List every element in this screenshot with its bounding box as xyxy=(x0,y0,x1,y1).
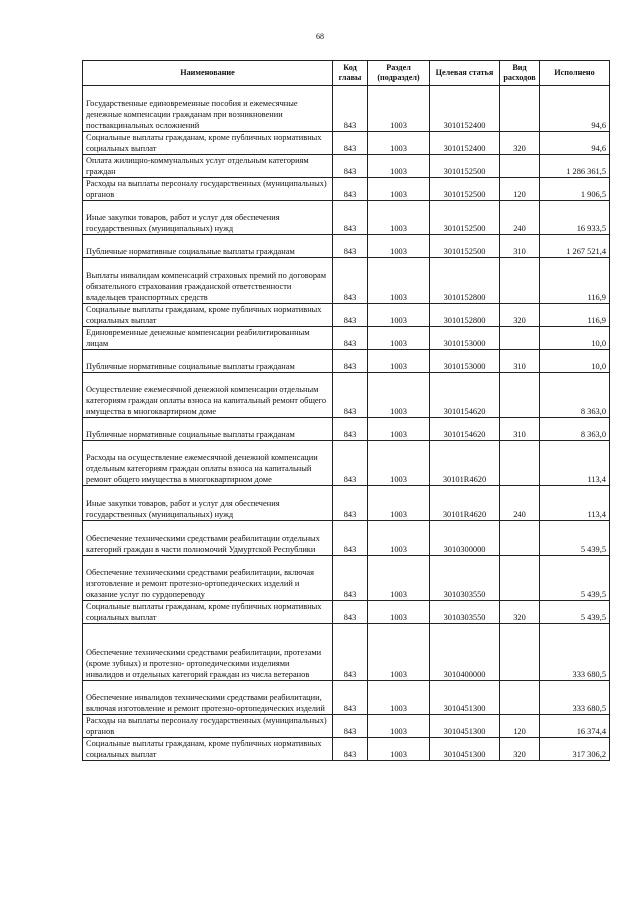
cell-target: 3010152500 xyxy=(430,155,500,178)
cell-executed: 317 306,2 xyxy=(540,738,610,761)
cell-name: Выплаты инвалидам компенсаций страховых премий по договорам обязательного страхования гражданской ответственности владельцев транспортных средств xyxy=(83,258,333,304)
cell-name: Обеспечение инвалидов техническими средствами реабилитации, включая изготовление и ремонт протезно-ортопедических изделий xyxy=(83,681,333,715)
table-row xyxy=(83,521,610,556)
cell-section: 1003 xyxy=(368,235,430,258)
cell-executed: 333 680,5 xyxy=(540,624,610,681)
cell-name: Публичные нормативные социальные выплаты гражданам xyxy=(83,235,333,258)
cell-type xyxy=(500,258,540,304)
cell-code: 843 xyxy=(333,715,368,738)
cell-code: 843 xyxy=(333,681,368,715)
cell-type: 320 xyxy=(500,738,540,761)
cell-section: 1003 xyxy=(368,373,430,418)
cell-type: 320 xyxy=(500,132,540,155)
cell-code: 843 xyxy=(333,601,368,624)
cell-executed: 333 680,5 xyxy=(540,681,610,715)
cell-executed: 5 439,5 xyxy=(540,556,610,601)
cell-target: 3010303550 xyxy=(430,601,500,624)
header-target: Целевая статья xyxy=(430,61,500,86)
cell-code: 843 xyxy=(333,556,368,601)
cell-section: 1003 xyxy=(368,624,430,681)
table-row xyxy=(83,327,610,350)
cell-name: Расходы на выплаты персоналу государственных (муниципальных) органов xyxy=(83,715,333,738)
cell-name: Расходы на выплаты персоналу государственных (муниципальных) органов xyxy=(83,178,333,201)
cell-target: 3010154620 xyxy=(430,418,500,441)
cell-type xyxy=(500,681,540,715)
cell-type xyxy=(500,155,540,178)
cell-code: 843 xyxy=(333,258,368,304)
cell-target: 3010400000 xyxy=(430,624,500,681)
table-row xyxy=(83,350,610,373)
table-row xyxy=(83,304,610,327)
cell-code: 843 xyxy=(333,441,368,486)
cell-executed: 10,0 xyxy=(540,327,610,350)
cell-executed: 8 363,0 xyxy=(540,418,610,441)
cell-executed: 16 933,5 xyxy=(540,201,610,235)
table-row xyxy=(83,601,610,624)
cell-section: 1003 xyxy=(368,601,430,624)
cell-name: Оплата жилищно-коммунальных услуг отдельным категориям граждан xyxy=(83,155,333,178)
cell-section: 1003 xyxy=(368,327,430,350)
cell-name: Социальные выплаты гражданам, кроме публичных нормативных социальных выплат xyxy=(83,601,333,624)
table-row xyxy=(83,715,610,738)
cell-section: 1003 xyxy=(368,132,430,155)
cell-executed: 94,6 xyxy=(540,132,610,155)
cell-code: 843 xyxy=(333,235,368,258)
table-row xyxy=(83,738,610,761)
cell-code: 843 xyxy=(333,350,368,373)
cell-section: 1003 xyxy=(368,738,430,761)
cell-target: 3010153000 xyxy=(430,327,500,350)
header-name: Наименование xyxy=(83,61,333,86)
cell-section: 1003 xyxy=(368,304,430,327)
table-row xyxy=(83,201,610,235)
cell-type: 120 xyxy=(500,715,540,738)
cell-target: 3010451300 xyxy=(430,715,500,738)
cell-target: 3010152500 xyxy=(430,201,500,235)
cell-target: 3010154620 xyxy=(430,373,500,418)
cell-name: Единовременные денежные компенсации реабилитированным лицам xyxy=(83,327,333,350)
cell-code: 843 xyxy=(333,624,368,681)
cell-type xyxy=(500,86,540,132)
cell-name: Обеспечение техническими средствами реабилитации отдельных категорий граждан в части полномочий Удмуртской Республики xyxy=(83,521,333,556)
table-row xyxy=(83,86,610,132)
cell-type: 120 xyxy=(500,178,540,201)
cell-type xyxy=(500,327,540,350)
cell-name: Социальные выплаты гражданам, кроме публичных нормативных социальных выплат xyxy=(83,132,333,155)
cell-code: 843 xyxy=(333,132,368,155)
cell-executed: 113,4 xyxy=(540,486,610,521)
cell-name: Социальные выплаты гражданам, кроме публичных нормативных социальных выплат xyxy=(83,304,333,327)
cell-target: 3010300000 xyxy=(430,521,500,556)
cell-type: 310 xyxy=(500,418,540,441)
cell-section: 1003 xyxy=(368,258,430,304)
cell-code: 843 xyxy=(333,486,368,521)
cell-executed: 5 439,5 xyxy=(540,601,610,624)
cell-name: Осуществление ежемесячной денежной компенсации отдельным категориям граждан оплаты взноса на капитальный ремонт общего имущества в многоквартирном доме xyxy=(83,373,333,418)
cell-name: Иные закупки товаров, работ и услуг для обеспечения государственных (муниципальных) нужд xyxy=(83,201,333,235)
cell-code: 843 xyxy=(333,373,368,418)
cell-executed: 5 439,5 xyxy=(540,521,610,556)
cell-target: 3010152400 xyxy=(430,86,500,132)
cell-type: 310 xyxy=(500,235,540,258)
cell-target: 30101R4620 xyxy=(430,486,500,521)
cell-name: Обеспечение техническими средствами реабилитации, включая изготовление и ремонт протезно-ортопедических изделий и оказание услуг по сурдопереводу xyxy=(83,556,333,601)
header-code: Код главы xyxy=(333,61,368,86)
cell-code: 843 xyxy=(333,86,368,132)
cell-section: 1003 xyxy=(368,441,430,486)
cell-name: Расходы на осуществление ежемесячной денежной компенсации отдельным категориям граждан оплаты взноса на капитальный ремонт общего имущества в многоквартирном доме xyxy=(83,441,333,486)
cell-executed: 94,6 xyxy=(540,86,610,132)
cell-code: 843 xyxy=(333,521,368,556)
cell-section: 1003 xyxy=(368,521,430,556)
cell-section: 1003 xyxy=(368,178,430,201)
cell-executed: 1 267 521,4 xyxy=(540,235,610,258)
cell-name: Социальные выплаты гражданам, кроме публичных нормативных социальных выплат xyxy=(83,738,333,761)
cell-target: 3010303550 xyxy=(430,556,500,601)
table-row xyxy=(83,258,610,304)
cell-executed: 116,9 xyxy=(540,258,610,304)
table-row xyxy=(83,155,610,178)
cell-type xyxy=(500,556,540,601)
cell-executed: 8 363,0 xyxy=(540,373,610,418)
cell-section: 1003 xyxy=(368,556,430,601)
cell-target: 3010152800 xyxy=(430,304,500,327)
table-row xyxy=(83,681,610,715)
table-row xyxy=(83,486,610,521)
cell-target: 3010152800 xyxy=(430,258,500,304)
cell-type xyxy=(500,373,540,418)
cell-executed: 16 374,4 xyxy=(540,715,610,738)
cell-section: 1003 xyxy=(368,155,430,178)
header-type: Вид расходов xyxy=(500,61,540,86)
cell-target: 3010153000 xyxy=(430,350,500,373)
cell-name: Публичные нормативные социальные выплаты гражданам xyxy=(83,350,333,373)
cell-executed: 116,9 xyxy=(540,304,610,327)
cell-type: 310 xyxy=(500,350,540,373)
cell-name: Публичные нормативные социальные выплаты гражданам xyxy=(83,418,333,441)
header-executed: Исполнено xyxy=(540,61,610,86)
table-row xyxy=(83,441,610,486)
cell-executed: 1 286 361,5 xyxy=(540,155,610,178)
cell-type: 240 xyxy=(500,486,540,521)
cell-type: 240 xyxy=(500,201,540,235)
cell-target: 3010152500 xyxy=(430,235,500,258)
cell-target: 3010451300 xyxy=(430,738,500,761)
cell-type: 320 xyxy=(500,304,540,327)
cell-code: 843 xyxy=(333,418,368,441)
cell-executed: 113,4 xyxy=(540,441,610,486)
cell-type xyxy=(500,624,540,681)
cell-code: 843 xyxy=(333,178,368,201)
table-row xyxy=(83,235,610,258)
cell-target: 3010451300 xyxy=(430,681,500,715)
cell-code: 843 xyxy=(333,327,368,350)
table-header-row xyxy=(83,61,610,86)
cell-section: 1003 xyxy=(368,486,430,521)
cell-executed: 10,0 xyxy=(540,350,610,373)
cell-code: 843 xyxy=(333,201,368,235)
cell-code: 843 xyxy=(333,155,368,178)
table-row xyxy=(83,418,610,441)
cell-name: Иные закупки товаров, работ и услуг для обеспечения государственных (муниципальных) нужд xyxy=(83,486,333,521)
cell-type: 320 xyxy=(500,601,540,624)
page-number: 68 xyxy=(316,32,324,41)
cell-section: 1003 xyxy=(368,681,430,715)
header-section: Раздел (подраздел) xyxy=(368,61,430,86)
cell-target: 30101R4620 xyxy=(430,441,500,486)
cell-section: 1003 xyxy=(368,418,430,441)
cell-type xyxy=(500,441,540,486)
cell-executed: 1 906,5 xyxy=(540,178,610,201)
cell-target: 3010152400 xyxy=(430,132,500,155)
cell-name: Государственные единовременные пособия и ежемесячные денежные компенсации гражданам при возникновении поствакцинальных осложнений xyxy=(83,86,333,132)
cell-section: 1003 xyxy=(368,715,430,738)
table-row xyxy=(83,178,610,201)
cell-code: 843 xyxy=(333,304,368,327)
table-row xyxy=(83,373,610,418)
cell-section: 1003 xyxy=(368,201,430,235)
budget-table xyxy=(82,60,610,761)
cell-type xyxy=(500,521,540,556)
cell-code: 843 xyxy=(333,738,368,761)
table-row xyxy=(83,132,610,155)
cell-target: 3010152500 xyxy=(430,178,500,201)
cell-name: Обеспечение техническими средствами реабилитации, протезами (кроме зубных) и протезно- ортопедическими изделиями инвалидов и отдельных категорий граждан из числа ветеранов xyxy=(83,624,333,681)
table-row xyxy=(83,624,610,681)
cell-section: 1003 xyxy=(368,86,430,132)
table-row xyxy=(83,556,610,601)
cell-section: 1003 xyxy=(368,350,430,373)
